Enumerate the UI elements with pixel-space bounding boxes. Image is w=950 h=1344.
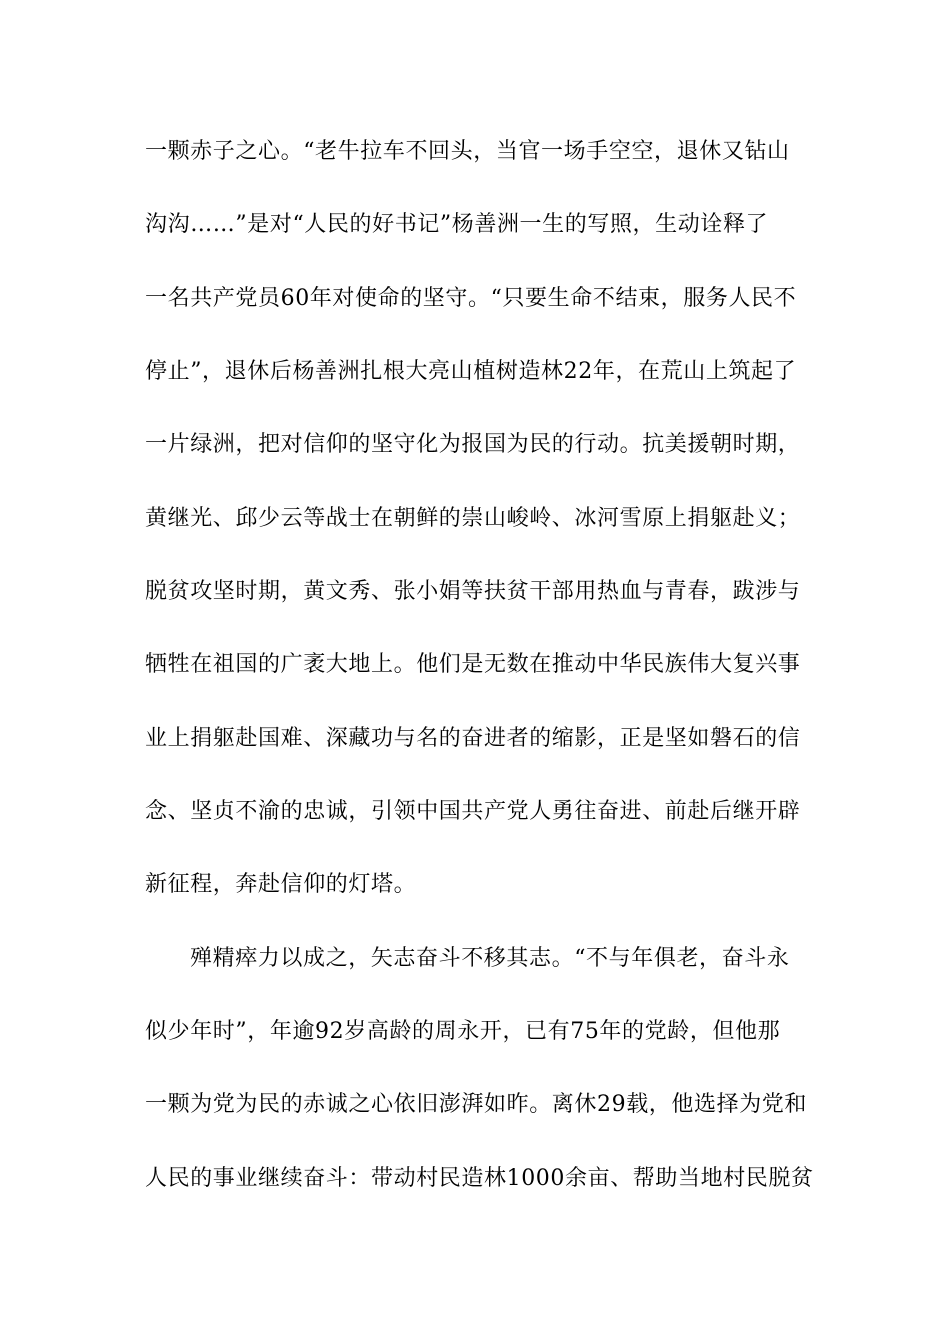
paragraph-1-line-4: 停止”，退休后杨善洲扎根大亮山植树造林22年，在荒山上筑起了: [145, 359, 797, 384]
paragraph-1-line-7: 脱贫攻坚时期，黄文秀、张小娟等扶贫干部用热血与青春，跋涉与: [145, 579, 801, 604]
paragraph-1-line-6: 黄继光、邱少云等战士在朝鲜的崇山峻岭、冰河雪原上捐躯赴义；: [145, 506, 801, 531]
paragraph-2-line-4: 人民的事业继续奋斗：带动村民造林1000余亩、帮助当地村民脱贫: [145, 1166, 814, 1191]
paragraph-2-line-3: 一颗为党为民的赤诚之心依旧澎湃如昨。离休29载，他选择为党和: [145, 1092, 807, 1117]
paragraph-1-line-9: 业上捐躯赴国难、深藏功与名的奋进者的缩影，正是坚如磐石的信: [145, 726, 801, 751]
paragraph-1-line-5: 一片绿洲，把对信仰的坚守化为报国为民的行动。抗美援朝时期，: [145, 432, 801, 457]
paragraph-1-line-10: 念、坚贞不渝的忠诚，引领中国共产党人勇往奋进、前赴后继开辟: [145, 799, 801, 824]
paragraph-2-line-2: 似少年时”，年逾92岁高龄的周永开，已有75年的党龄，但他那: [145, 1019, 781, 1044]
paragraph-1-line-8: 牺牲在祖国的广袤大地上。他们是无数在推动中华民族伟大复兴事: [145, 652, 801, 677]
paragraph-1-line-1: 一颗赤子之心。“老牛拉车不回头，当官一场手空空，退休又钻山: [145, 139, 790, 164]
paragraph-1-line-11: 新征程，奔赴信仰的灯塔。: [145, 872, 417, 897]
paragraph-1-line-2: 沟沟……”是对“人民的好书记”杨善洲一生的写照，生动诠释了: [145, 212, 769, 237]
paragraph-1-line-3: 一名共产党员60年对使命的坚守。“只要生命不结束，服务人民不: [145, 286, 797, 311]
paragraph-2-line-1: 殚精瘁力以成之，矢志奋斗不移其志。“不与年俱老，奋斗永: [190, 946, 790, 971]
